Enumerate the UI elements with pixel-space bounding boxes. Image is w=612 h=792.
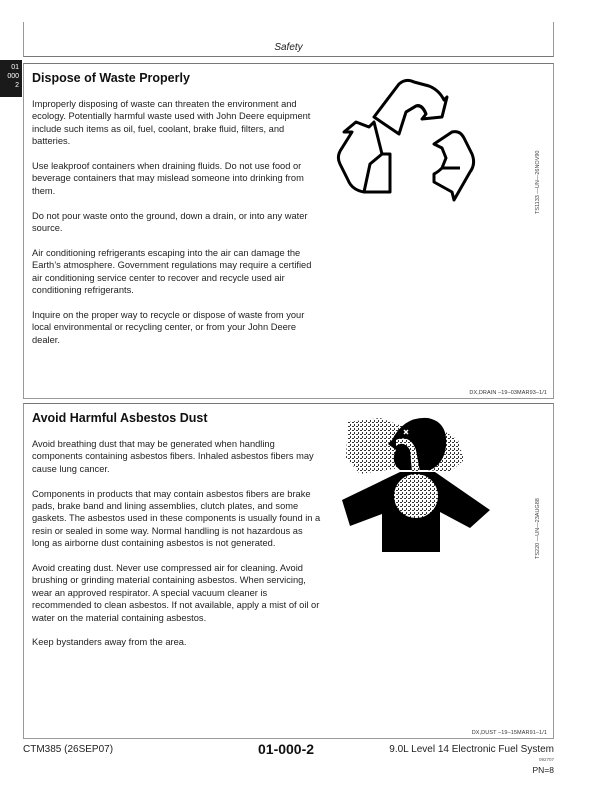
module-reference: DX,DUST –19–15MAR91–1/1 [471,730,547,736]
figure-code: TS220 —UN—23AUG88 [535,498,541,559]
header-title: Safety [274,42,303,53]
section-tab-line: 2 [15,82,19,89]
footer-manual-id: CTM385 (26SEP07) [23,744,114,755]
paragraph: Inquire on the proper way to recycle or dispose of waste from your local environmental or recycling center, or from your John Deere dealer. [32,309,305,345]
section-tab [0,60,22,97]
paragraph: Use leakproof containers when draining fluids. Do not use food or beverage containers that may mislead someone into drinking from them. [32,161,304,196]
module-title: Avoid Harmful Asbestos Dust [32,411,208,425]
section-tab-line: 000 [7,73,19,80]
module-asbestos-dust [23,403,554,739]
section-tab-line: 01 [11,64,19,71]
paragraph: Do not pour waste onto the ground, down a drain, or into any water source. [32,210,308,234]
footer-code: 092707 [538,757,554,762]
footer-page-number: 01-000-2 [258,741,315,757]
module-dispose-waste [23,63,554,399]
module-body [32,438,322,661]
module-reference: DX,DRAIN –19–03MAR93–1/1 [469,390,547,396]
footer-pn: PN=8 [532,765,554,775]
paragraph: Keep bystanders away from the area. [32,637,187,648]
paragraph: Improperly disposing of waste can threaten the environment and ecology. Potentially harmful waste used with John Deere equipment include such items as oil, fuel, coolant, brake fluid, filters, and batteries. [32,99,311,147]
paragraph: Avoid breathing dust that may be generated when handling components containing asbestos fibers. Inhaled asbestos fibers may cause lung cancer. [32,439,314,474]
recycle-icon [334,72,484,212]
footer-system-title: 9.0L Level 14 Electronic Fuel System [389,744,554,755]
module-body [32,98,322,358]
paragraph: Avoid creating dust. Never use compressed air for cleaning. Avoid brushing or grinding material containing asbestos. When servicing, wear an approved respirator. A special vacuum cleaner is recommended to clean asbestos. If not available, apply a mist of oil or water on the material containing asbestos. [32,563,320,623]
module-title: Dispose of Waste Properly [32,71,190,85]
asbestos-inhalation-icon [340,410,490,555]
figure-code: TS1133 —UN—26NOV90 [535,150,541,214]
page-header [23,22,554,57]
paragraph: Air conditioning refrigerants escaping into the air can damage the Earth’s atmosphere. Government regulations may require a certified air conditioning service center to recover and recycle used air conditioning refrigerants. [32,247,312,296]
paragraph: Components in products that may contain asbestos fibers are brake pads, brake band and lining assemblies, clutch plates, and some gaskets. The asbestos used in these components is usually found in a resin or sealed in some way. Normal handling is not hazardous as long as airborne dust containing asbestos is not generated. [32,488,321,549]
